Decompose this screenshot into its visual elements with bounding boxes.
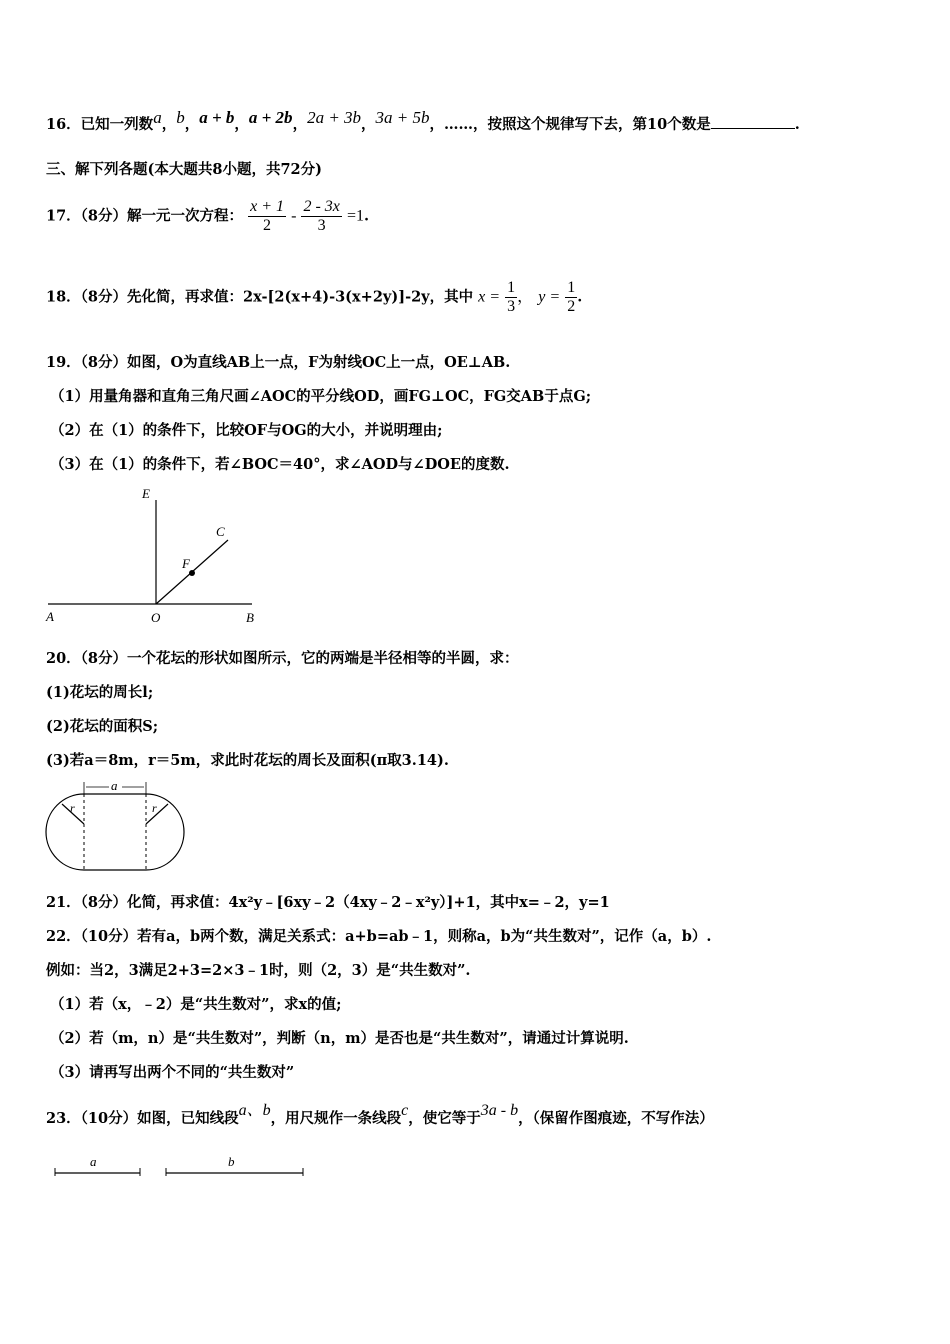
q23-figure [50,1150,310,1182]
q18-comma: ， [517,288,534,306]
question-23 [46,1102,714,1129]
q23-tail: ，（保留作图痕迹，不写作法） [518,1110,714,1127]
q16-term-4: a + 2b [248,108,293,127]
q20-part-2: (2)花坛的面积S; [46,718,159,735]
q16-sep: ， [292,116,308,133]
segment-a-label: a [90,1154,97,1169]
q19-part-1: （1）用量角器和直角三角尺画∠AOC的平分线OD，画FG⊥OC，FG交AB于点G; [50,388,592,405]
q20-part-3: (3)若a＝8m，r＝5m，求此时花坛的周长及面积(π取3.14). [46,752,449,769]
q16-prefix: 16．已知一列数 [46,116,154,133]
q18-y-lhs: y = [538,288,561,306]
q19-part-3: （3）在（1）的条件下，若∠BOC＝40°，求∠AOD与∠DOE的度数. [50,456,510,473]
q17-minus: - [291,207,297,225]
q16-term-2: b [176,108,185,127]
q18-x-lhs: x = [478,288,501,306]
q18-prefix: 18．（8分）先化简，再求值：2x-[2(x+4)-3(x+2y)]-2y，其中 [46,288,474,306]
label-r-right: r [152,801,157,815]
q23-mid: ，用尺规作一条线段 [270,1110,402,1127]
q22-part-3: （3）请再写出两个不同的“共生数对” [50,1064,295,1081]
q23-expr: 3a - b [480,1102,519,1119]
label-f: F [182,556,190,571]
q18-y-fraction: $\frac{1}{2}$ [567,279,576,315]
question-18 [46,279,582,316]
q16-term-3: a + b [199,108,235,127]
q20-part-1: (1)花坛的周长l; [46,684,154,701]
q19-figure [40,482,270,632]
question-17 [46,198,369,235]
flowerbed-outline [46,794,184,870]
q22-example: 例如：当2，3满足2+3=2×3﹣1时，则（2，3）是“共生数对”. [46,962,471,979]
q17-fraction-1: $\frac{x + 1}{2}$ [250,198,284,234]
label-e: E [142,486,150,501]
segment-b-label: b [228,1154,235,1169]
q16-term-1: a [153,108,162,127]
q23-mid2: ，使它等于 [408,1110,481,1127]
q17-fraction-2: $\frac{2 - 3x}{3}$ [303,198,340,234]
q16-sep: ， [234,116,249,133]
q22-stem: 22．（10分）若有a，b两个数，满足关系式：a+b=ab﹣1，则称a，b为“共生数对”，记作（a，b）. [46,928,712,945]
q16-term-6: 3a + 5b [375,108,430,127]
q16-sep: ， [161,116,177,133]
q16-answer-blank[interactable] [711,114,795,129]
label-r-left: r [70,801,75,815]
q21-text: 21．（8分）化简，再求值：4x²y﹣[6xy﹣2（4xy﹣2﹣x²y）]+1，其中x=﹣2，y=1 [46,894,610,911]
q22-part-1: （1）若（x，﹣2）是“共生数对”，求x的值; [50,996,342,1013]
q16-sep: ， [184,116,200,133]
q20-stem: 20．（8分）一个花坛的形状如图所示，它的两端是半径相等的半圆，求： [46,650,519,667]
q18-end: . [577,288,583,306]
q16-sep: ， [361,116,376,133]
section-3-title: 三、解下列各题(本大题共8小题，共72分) [46,161,322,178]
label-a: A [46,609,54,624]
label-o: O [151,610,161,625]
q16-end: . [794,116,800,133]
q23-c: c [401,1102,409,1119]
label-c: C [216,524,225,539]
q19-stem: 19．（8分）如图，O为直线AB上一点，F为射线OC上一点，OE⊥AB. [46,354,511,371]
q20-figure [40,776,190,874]
q18-x-fraction: $\frac{1}{3}$ [507,279,516,315]
q19-part-2: （2）在（1）的条件下，比较OF与OG的大小，并说明理由; [50,422,443,439]
q16-term-5: 2a + 3b [307,108,362,127]
radius-right [146,804,168,824]
q22-part-2: （2）若（m，n）是“共生数对”，判断（n，m）是否也是“共生数对”，请通过计算说明. [50,1030,629,1047]
q16-tail: ，……，按照这个规律写下去，第10个数是 [429,116,711,133]
q17-rhs: =1 [346,207,364,225]
q23-ab: a、b [238,1102,271,1119]
q23-prefix: 23．（10分）如图，已知线段 [46,1110,239,1127]
label-a: a [111,778,118,793]
label-b: B [246,610,254,625]
q17-prefix: 17．（8分）解一元一次方程： [46,207,244,225]
question-16 [46,108,800,135]
q17-end: . [363,207,370,225]
